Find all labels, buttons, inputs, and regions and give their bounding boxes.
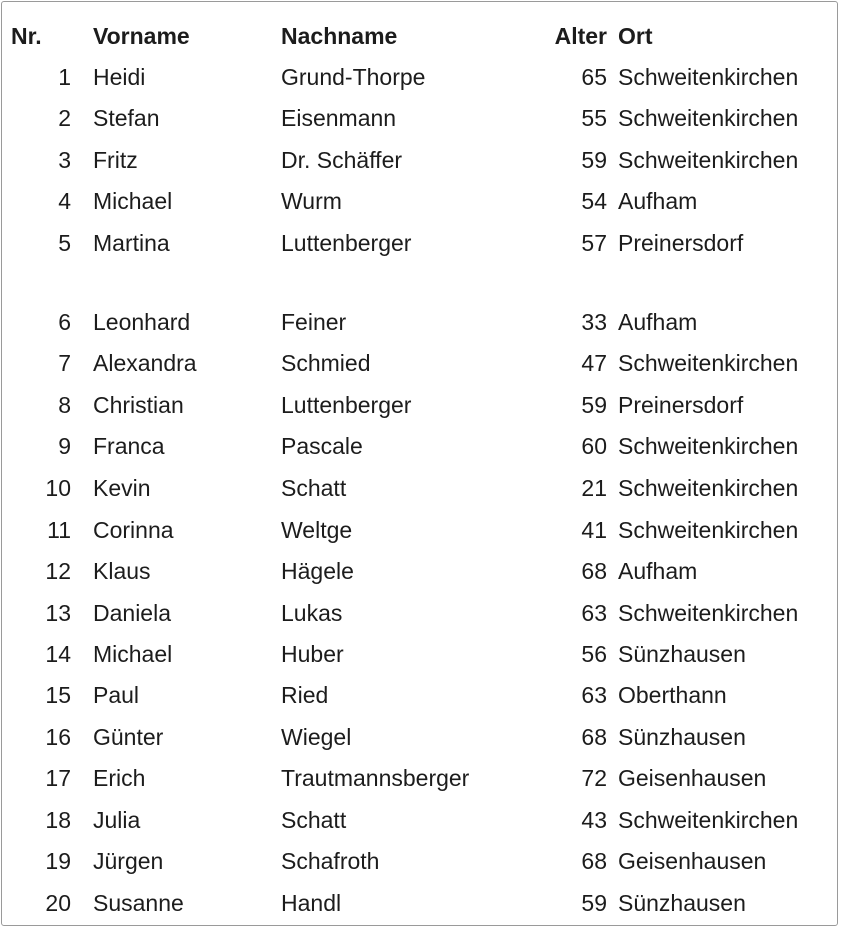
cell-ort: Schweitenkirchen (618, 600, 799, 626)
cell-alter: 68 (581, 848, 607, 874)
cell-vorname: Jürgen (93, 848, 164, 874)
cell-nachname: Grund-Thorpe (281, 64, 426, 90)
cell-nr: 4 (58, 188, 71, 214)
header-nachname: Nachname (281, 23, 398, 49)
cell-vorname: Martina (93, 230, 170, 256)
cell-nachname: Dr. Schäffer (281, 147, 403, 173)
cell-alter: 72 (581, 765, 607, 791)
cell-alter: 59 (581, 392, 607, 418)
cell-ort: Preinersdorf (618, 392, 744, 418)
cell-nr: 13 (45, 600, 71, 626)
cell-nachname: Huber (281, 641, 344, 667)
header-alter: Alter (554, 23, 607, 49)
cell-alter: 68 (581, 558, 607, 584)
cell-ort: Schweitenkirchen (618, 147, 799, 173)
cell-nr: 5 (58, 230, 71, 256)
cell-ort: Aufham (618, 558, 698, 584)
cell-vorname: Stefan (93, 105, 160, 131)
cell-ort: Aufham (618, 188, 698, 214)
cell-vorname: Leonhard (93, 309, 191, 335)
cell-nachname: Luttenberger (281, 230, 412, 256)
header-nr: Nr. (11, 23, 42, 49)
cell-ort: Schweitenkirchen (618, 475, 799, 501)
cell-alter: 59 (581, 890, 607, 916)
cell-alter: 47 (581, 350, 607, 376)
cell-ort: Schweitenkirchen (618, 64, 799, 90)
cell-alter: 55 (581, 105, 607, 131)
cell-nr: 12 (45, 558, 71, 584)
cell-ort: Oberthann (618, 682, 727, 708)
cell-nachname: Wiegel (281, 724, 352, 750)
cell-nachname: Wurm (281, 188, 342, 214)
cell-ort: Aufham (618, 309, 698, 335)
cell-nachname: Schatt (281, 475, 347, 501)
cell-nr: 17 (45, 765, 71, 791)
cell-nr: 7 (58, 350, 71, 376)
cell-alter: 65 (581, 64, 607, 90)
cell-nachname: Schatt (281, 807, 347, 833)
cell-nachname: Trautmannsberger (281, 765, 470, 791)
cell-vorname: Daniela (93, 600, 171, 626)
cell-ort: Schweitenkirchen (618, 807, 799, 833)
cell-alter: 57 (581, 230, 607, 256)
cell-vorname: Christian (93, 392, 184, 418)
cell-vorname: Klaus (93, 558, 151, 584)
cell-ort: Sünzhausen (618, 641, 746, 667)
cell-nr: 10 (45, 475, 71, 501)
cell-nr: 3 (58, 147, 71, 173)
cell-alter: 21 (581, 475, 607, 501)
cell-nr: 16 (45, 724, 71, 750)
cell-nr: 6 (58, 309, 71, 335)
cell-vorname: Franca (93, 433, 165, 459)
cell-alter: 68 (581, 724, 607, 750)
cell-nachname: Weltge (281, 517, 353, 543)
cell-ort: Geisenhausen (618, 765, 767, 791)
cell-ort: Geisenhausen (618, 848, 767, 874)
cell-alter: 59 (581, 147, 607, 173)
cell-nachname: Schmied (281, 350, 371, 376)
cell-nachname: Pascale (281, 433, 363, 459)
cell-vorname: Susanne (93, 890, 184, 916)
cell-vorname: Günter (93, 724, 164, 750)
header-ort: Ort (618, 23, 653, 49)
cell-nachname: Hägele (281, 558, 354, 584)
cell-nachname: Luttenberger (281, 392, 412, 418)
cell-alter: 43 (581, 807, 607, 833)
cell-nr: 18 (45, 807, 71, 833)
cell-alter: 41 (581, 517, 607, 543)
cell-nr: 1 (58, 64, 71, 90)
cell-vorname: Julia (93, 807, 141, 833)
cell-ort: Sünzhausen (618, 890, 746, 916)
cell-nachname: Handl (281, 890, 342, 916)
cell-ort: Schweitenkirchen (618, 433, 799, 459)
cell-ort: Schweitenkirchen (618, 105, 799, 131)
cell-nr: 19 (45, 848, 71, 874)
cell-nachname: Feiner (281, 309, 347, 335)
cell-ort: Sünzhausen (618, 724, 746, 750)
cell-nr: 9 (58, 433, 71, 459)
cell-ort: Schweitenkirchen (618, 517, 799, 543)
cell-nachname: Eisenmann (281, 105, 397, 131)
cell-nachname: Lukas (281, 600, 343, 626)
cell-alter: 33 (581, 309, 607, 335)
cell-alter: 60 (581, 433, 607, 459)
cell-nr: 2 (58, 105, 71, 131)
cell-vorname: Alexandra (93, 350, 197, 376)
cell-alter: 54 (581, 188, 607, 214)
cell-vorname: Corinna (93, 517, 174, 543)
cell-alter: 63 (581, 600, 607, 626)
cell-vorname: Paul (93, 682, 140, 708)
cell-ort: Preinersdorf (618, 230, 744, 256)
cell-vorname: Fritz (93, 147, 138, 173)
cell-nr: 14 (45, 641, 71, 667)
cell-nr: 8 (58, 392, 71, 418)
cell-vorname: Erich (93, 765, 146, 791)
cell-ort: Schweitenkirchen (618, 350, 799, 376)
cell-vorname: Kevin (93, 475, 151, 501)
cell-vorname: Michael (93, 188, 173, 214)
cell-nr: 20 (45, 890, 71, 916)
cell-nr: 15 (45, 682, 71, 708)
cell-nachname: Ried (281, 682, 329, 708)
cell-nr: 11 (47, 517, 71, 543)
cell-alter: 56 (581, 641, 607, 667)
header-vorname: Vorname (93, 23, 190, 49)
cell-nachname: Schafroth (281, 848, 380, 874)
cell-alter: 63 (581, 682, 607, 708)
cell-vorname: Michael (93, 641, 173, 667)
cell-vorname: Heidi (93, 64, 146, 90)
